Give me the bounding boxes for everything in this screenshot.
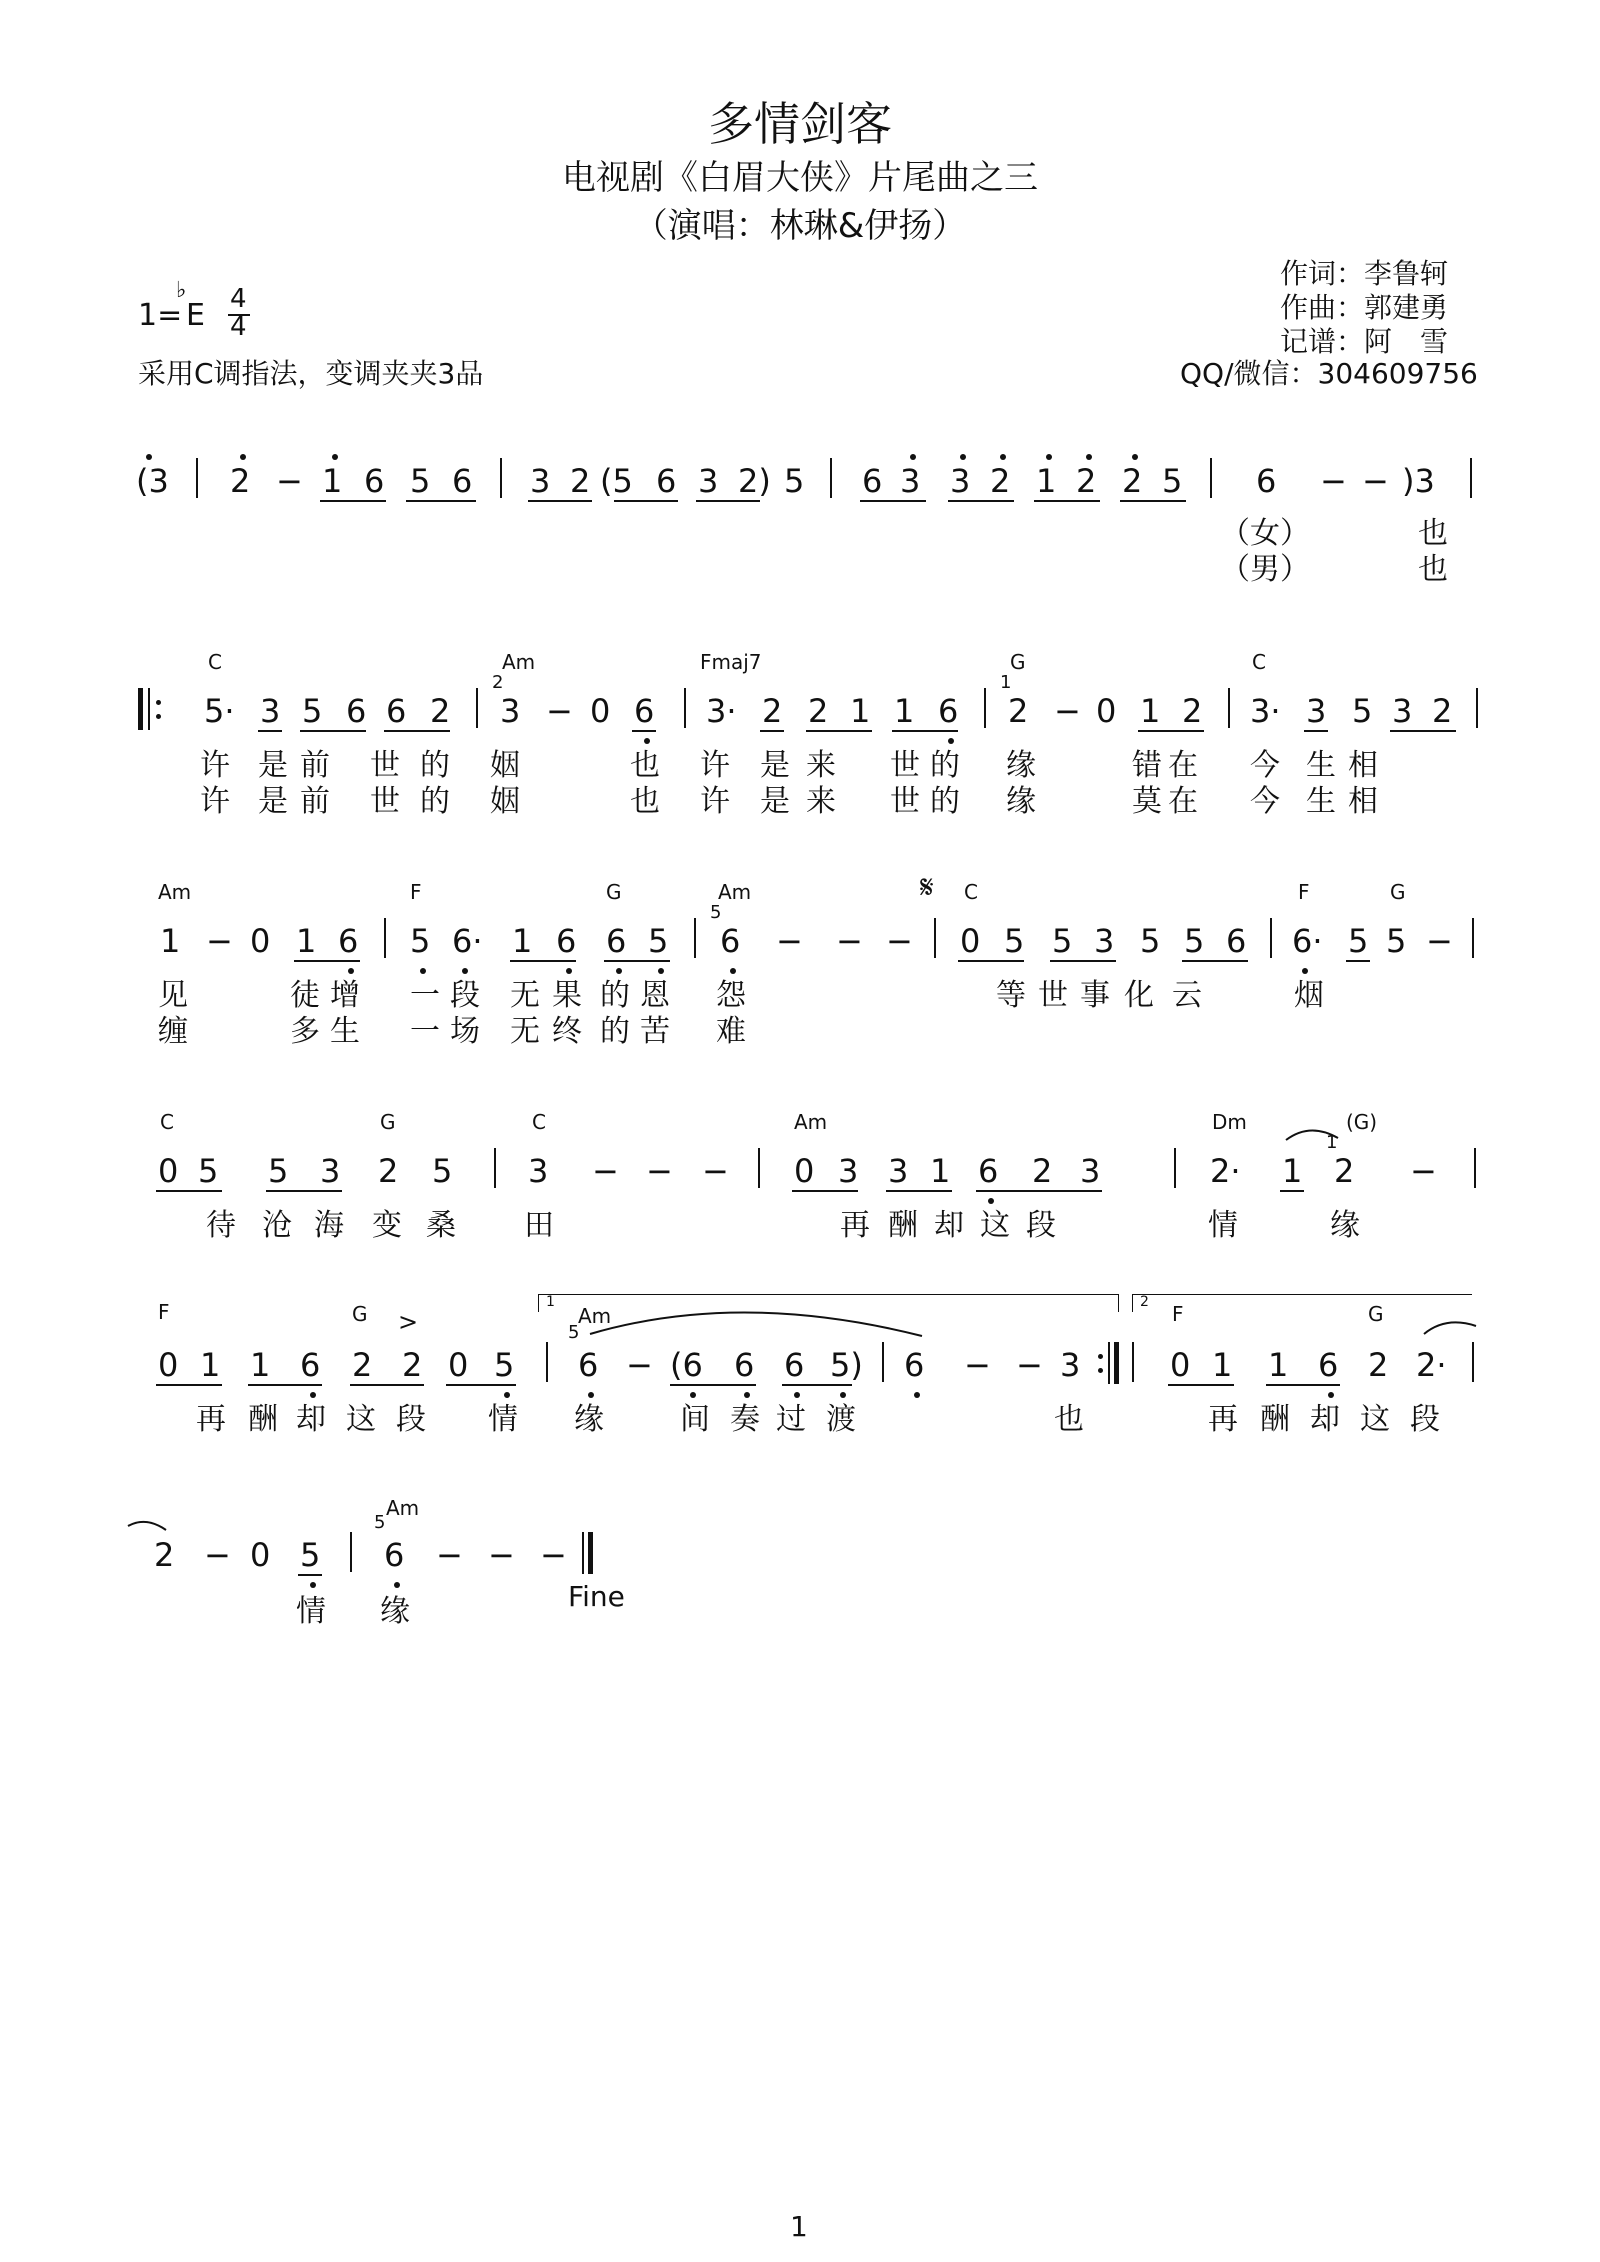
- note: (6: [670, 1346, 703, 1384]
- note: −: [1320, 462, 1347, 500]
- lyric: 也: [630, 784, 660, 819]
- note: 6: [862, 462, 883, 500]
- note: −: [646, 1152, 673, 1190]
- note: 0: [960, 922, 981, 960]
- note: 6: [938, 692, 959, 730]
- lyric: 这: [1360, 1402, 1390, 1437]
- lyric: 却: [1310, 1402, 1340, 1437]
- note: 0: [158, 1346, 179, 1384]
- note: 3: [1392, 692, 1413, 730]
- note: 2): [738, 462, 771, 500]
- note: 5: [784, 462, 805, 500]
- lyric: 缘: [1006, 784, 1036, 819]
- lyric: 过: [776, 1402, 806, 1437]
- note: 6·: [452, 922, 483, 960]
- note: 5·: [204, 692, 235, 730]
- note: −: [206, 922, 233, 960]
- note: 3: [320, 1152, 341, 1190]
- note: 6: [300, 1346, 321, 1384]
- lyric: 缘: [1330, 1208, 1360, 1243]
- note: 1: [322, 462, 343, 500]
- note: 3: [1094, 922, 1115, 960]
- lyric: 的: [600, 1014, 630, 1049]
- grace-note: 2: [492, 672, 504, 693]
- lyric: 难: [716, 1014, 746, 1049]
- lyric: 也: [1418, 552, 1448, 587]
- note: 2: [378, 1152, 399, 1190]
- note: 1: [1282, 1152, 1303, 1190]
- note: 1: [1140, 692, 1161, 730]
- lyric: 渡: [826, 1402, 856, 1437]
- note: 6: [1226, 922, 1247, 960]
- note: 5: [1004, 922, 1025, 960]
- lyric: 果: [552, 978, 582, 1013]
- chord: (G): [1346, 1110, 1378, 1134]
- note: (3: [136, 462, 169, 500]
- lyric: 许: [200, 748, 230, 783]
- note: 5: [410, 922, 431, 960]
- chord: Am: [718, 880, 752, 904]
- note: 2: [1122, 462, 1143, 500]
- lyric: 也: [1418, 516, 1448, 551]
- fine-marker: Fine: [568, 1580, 625, 1613]
- note: 0: [590, 692, 611, 730]
- lyric: 在: [1168, 784, 1198, 819]
- time-sig-bottom: 4: [230, 312, 247, 342]
- note: 3: [500, 692, 521, 730]
- lyric: 桑: [426, 1208, 456, 1243]
- note: −: [702, 1152, 729, 1190]
- lyric: （男）: [1220, 552, 1310, 587]
- song-title: 多情剑客: [708, 97, 892, 151]
- lyric: 是: [760, 784, 790, 819]
- lyric: 终: [552, 1014, 582, 1049]
- note: 6: [1256, 462, 1277, 500]
- grace-note: 1: [1326, 1132, 1338, 1153]
- chord: Am: [502, 650, 536, 674]
- lyric: 段: [396, 1402, 426, 1437]
- chord: G: [606, 880, 622, 904]
- note: 5: [1386, 922, 1407, 960]
- lyric: （女）: [1220, 516, 1310, 551]
- note: 3: [1060, 1346, 1081, 1384]
- lyric: 的: [930, 748, 960, 783]
- note: 6: [634, 692, 655, 730]
- lyric: 是: [258, 784, 288, 819]
- chord: F: [158, 1300, 170, 1324]
- volta-2-label: 2: [1140, 1294, 1149, 1310]
- chord: F: [410, 880, 422, 904]
- lyric: 莫: [1132, 784, 1162, 819]
- lyric: 缠: [158, 1014, 188, 1049]
- note: −: [836, 922, 863, 960]
- lyric: 来: [806, 748, 836, 783]
- note: 2: [762, 692, 783, 730]
- lyricist: 作词：李鲁轲: [1280, 257, 1449, 290]
- note: 3: [838, 1152, 859, 1190]
- lyric: 段: [1026, 1208, 1056, 1243]
- note: 2: [1008, 692, 1029, 730]
- note: −: [488, 1536, 515, 1574]
- lyric: 前: [300, 784, 330, 819]
- note: (5: [600, 462, 633, 500]
- lyric: 苦: [640, 1014, 670, 1049]
- note: −: [1054, 692, 1081, 730]
- lyric: 事: [1080, 978, 1110, 1013]
- note: 5: [1162, 462, 1183, 500]
- chord: C: [964, 880, 978, 904]
- lyric: 世: [890, 748, 920, 783]
- lyric: 增: [330, 978, 360, 1013]
- lyric: 待: [206, 1208, 236, 1243]
- lyric: 是: [760, 748, 790, 783]
- lyric: 的: [420, 784, 450, 819]
- chord: Dm: [1212, 1110, 1247, 1134]
- lyric: 烟: [1294, 978, 1324, 1013]
- lyric: 场: [450, 1014, 480, 1049]
- note: 6: [978, 1152, 999, 1190]
- note: 6: [386, 692, 407, 730]
- note: 1: [200, 1346, 221, 1384]
- lyric: 多: [290, 1014, 320, 1049]
- lyric: 的: [600, 978, 630, 1013]
- note: 5: [302, 692, 323, 730]
- chord: Am: [578, 1304, 612, 1328]
- note: 5: [1140, 922, 1161, 960]
- lyric: 无: [510, 1014, 540, 1049]
- note: 3: [888, 1152, 909, 1190]
- lyric: 前: [300, 748, 330, 783]
- chord: C: [1252, 650, 1266, 674]
- lyric: 徒: [290, 978, 320, 1013]
- chord: Am: [158, 880, 192, 904]
- note: −: [1410, 1152, 1437, 1190]
- lyric: 缘: [380, 1594, 410, 1629]
- lyric: 世: [890, 784, 920, 819]
- note: )3: [1402, 462, 1435, 500]
- note: 6: [384, 1536, 405, 1574]
- chord: C: [160, 1110, 174, 1134]
- lyric: 这: [346, 1402, 376, 1437]
- note: 6: [578, 1346, 599, 1384]
- lyric: 等: [996, 978, 1026, 1013]
- note: 2: [1076, 462, 1097, 500]
- lyric: 酬: [888, 1208, 918, 1243]
- lyric: 酬: [248, 1402, 278, 1437]
- lyric: 恩: [640, 978, 670, 1013]
- note: 6: [1318, 1346, 1339, 1384]
- note: 6: [656, 462, 677, 500]
- note: 1: [1268, 1346, 1289, 1384]
- note: 5: [1052, 922, 1073, 960]
- chord: C: [532, 1110, 546, 1134]
- note: 2: [1334, 1152, 1355, 1190]
- note: 2: [352, 1346, 373, 1384]
- note: 3: [950, 462, 971, 500]
- note: 2: [1432, 692, 1453, 730]
- composer: 作曲：郭建勇: [1280, 291, 1449, 324]
- lyric: 一: [410, 978, 440, 1013]
- lyric: 却: [296, 1402, 326, 1437]
- capo-instruction: 采用C调指法，变调夹夹3品: [138, 357, 484, 390]
- chord: G: [352, 1302, 368, 1326]
- lyric: 许: [700, 784, 730, 819]
- note: −: [964, 1346, 991, 1384]
- lyric: 缘: [1006, 748, 1036, 783]
- grace-note: 5: [568, 1322, 580, 1343]
- note: 6: [720, 922, 741, 960]
- note: 0: [1096, 692, 1117, 730]
- note: 2: [1032, 1152, 1053, 1190]
- accent-mark: >: [398, 1308, 419, 1336]
- note: 1: [1212, 1346, 1233, 1384]
- note: 2: [990, 462, 1011, 500]
- lyric: 在: [1168, 748, 1198, 783]
- note: 2: [430, 692, 451, 730]
- lyric: 情: [296, 1594, 326, 1629]
- note: 6: [606, 922, 627, 960]
- lyric: 缘: [574, 1402, 604, 1437]
- note: 3: [530, 462, 551, 500]
- note: 6: [904, 1346, 925, 1384]
- note: 5: [432, 1152, 453, 1190]
- note: 3: [698, 462, 719, 500]
- lyric: 许: [200, 784, 230, 819]
- grace-note: 5: [374, 1512, 386, 1533]
- note: −: [546, 692, 573, 730]
- note: −: [626, 1346, 653, 1384]
- note: 2: [402, 1346, 423, 1384]
- chord: Am: [794, 1110, 828, 1134]
- lyric: 是: [258, 748, 288, 783]
- lyric: 的: [420, 748, 450, 783]
- lyric: 这: [980, 1208, 1010, 1243]
- note: 6: [734, 1346, 755, 1384]
- lyric: 酬: [1260, 1402, 1290, 1437]
- note: 0: [250, 1536, 271, 1574]
- note: 0: [250, 922, 271, 960]
- key-prefix: 1=: [138, 298, 183, 333]
- note: 2: [808, 692, 829, 730]
- lyric: 情: [488, 1402, 518, 1437]
- lyric: 段: [450, 978, 480, 1013]
- lyric: 再: [1208, 1402, 1238, 1437]
- lyric: 今: [1250, 748, 1280, 783]
- chord: G: [1390, 880, 1406, 904]
- note: 2: [230, 462, 251, 500]
- note: 5: [268, 1152, 289, 1190]
- lyric: 段: [1410, 1402, 1440, 1437]
- note: 1: [930, 1152, 951, 1190]
- lyric: 奏: [730, 1402, 760, 1437]
- note: −: [776, 922, 803, 960]
- note: 6: [452, 462, 473, 500]
- note: 1: [512, 922, 533, 960]
- lyric: 间: [680, 1402, 710, 1437]
- lyric: 的: [930, 784, 960, 819]
- note: 0: [158, 1152, 179, 1190]
- note: 0: [1170, 1346, 1191, 1384]
- note: 1: [850, 692, 871, 730]
- note: 5): [830, 1346, 863, 1384]
- lyric: 也: [630, 748, 660, 783]
- chord: G: [380, 1110, 396, 1134]
- note: 6·: [1292, 922, 1323, 960]
- note: 5: [300, 1536, 321, 1574]
- lyric: 今: [1250, 784, 1280, 819]
- lyric: 一: [410, 1014, 440, 1049]
- note: −: [1426, 922, 1453, 960]
- note: 3·: [1250, 692, 1281, 730]
- note: 1: [160, 922, 181, 960]
- lyric: 世: [370, 748, 400, 783]
- final-barline-thick: [588, 1532, 593, 1574]
- lyric: 许: [700, 748, 730, 783]
- note: −: [886, 922, 913, 960]
- lyric: 情: [1208, 1208, 1238, 1243]
- note: −: [592, 1152, 619, 1190]
- lyric: 来: [806, 784, 836, 819]
- note: −: [1016, 1346, 1043, 1384]
- lyric: 云: [1172, 978, 1202, 1013]
- final-barline-thin: [582, 1532, 584, 1574]
- note: 2: [570, 462, 591, 500]
- note: −: [276, 462, 303, 500]
- beam: [298, 1574, 322, 1576]
- lyric: 田: [524, 1208, 554, 1243]
- lyric: 相: [1348, 748, 1378, 783]
- note: −: [204, 1536, 231, 1574]
- note: −: [436, 1536, 463, 1574]
- note: 2·: [1416, 1346, 1447, 1384]
- note: 6: [556, 922, 577, 960]
- note: 3: [260, 692, 281, 730]
- chord: Am: [386, 1496, 420, 1520]
- contact: QQ/微信：304609756: [1180, 357, 1478, 390]
- lyric: 相: [1348, 784, 1378, 819]
- lyric: 再: [840, 1208, 870, 1243]
- note: 0: [794, 1152, 815, 1190]
- note: 1: [1036, 462, 1057, 500]
- flat-sign: ♭: [176, 278, 187, 303]
- note: 2: [154, 1536, 175, 1574]
- note: 3: [528, 1152, 549, 1190]
- chord: Fmaj7: [700, 650, 762, 674]
- note: 6: [784, 1346, 805, 1384]
- segno-sign: 𝄋: [920, 868, 934, 906]
- lyric: 却: [934, 1208, 964, 1243]
- lyric: 错: [1132, 748, 1162, 783]
- lyric: 化: [1124, 978, 1154, 1013]
- barline: [350, 1532, 352, 1572]
- note: 3·: [706, 692, 737, 730]
- volta-1-label: 1: [546, 1294, 555, 1310]
- lyric: 见: [158, 978, 188, 1013]
- lyric: 世: [1038, 978, 1068, 1013]
- lyric: 变: [372, 1208, 402, 1243]
- lyric: 世: [370, 784, 400, 819]
- note: 6: [346, 692, 367, 730]
- page-number: 1: [790, 2210, 808, 2243]
- time-sig-top: 4: [230, 284, 247, 314]
- song-subtitle: 电视剧《白眉大侠》片尾曲之三: [562, 158, 1038, 198]
- lyric: 姻: [490, 748, 520, 783]
- note: 6: [338, 922, 359, 960]
- note: 1: [296, 922, 317, 960]
- transcriber: 记谱：阿 雪: [1280, 325, 1449, 358]
- note: 5: [410, 462, 431, 500]
- note: 6: [364, 462, 385, 500]
- lyric: 海: [314, 1208, 344, 1243]
- chord: F: [1172, 1302, 1184, 1326]
- lyric: 沧: [262, 1208, 292, 1243]
- note: 3: [1306, 692, 1327, 730]
- lyric: 生: [1306, 748, 1336, 783]
- note: 5: [1352, 692, 1373, 730]
- note: 5: [648, 922, 669, 960]
- performers: （演唱：林琳&伊扬）: [633, 206, 967, 246]
- chord: F: [1298, 880, 1310, 904]
- lyric: 怨: [716, 978, 746, 1013]
- note: 1: [250, 1346, 271, 1384]
- note: 5: [1348, 922, 1369, 960]
- lyric: 无: [510, 978, 540, 1013]
- chord: G: [1010, 650, 1026, 674]
- note: 3: [1080, 1152, 1101, 1190]
- lyric: 生: [330, 1014, 360, 1049]
- lyric: 也: [1054, 1402, 1084, 1437]
- note: 5: [494, 1346, 515, 1384]
- note: 1: [894, 692, 915, 730]
- note: 5: [1184, 922, 1205, 960]
- note: 2: [1368, 1346, 1389, 1384]
- note: 3: [900, 462, 921, 500]
- note: 5: [198, 1152, 219, 1190]
- note: −: [1362, 462, 1389, 500]
- chord: C: [208, 650, 222, 674]
- grace-note: 1: [1000, 672, 1012, 693]
- note: −: [540, 1536, 567, 1574]
- lyric: 姻: [490, 784, 520, 819]
- note: 0: [448, 1346, 469, 1384]
- key-letter: E: [186, 298, 205, 333]
- grace-note: 5: [710, 902, 722, 923]
- chord: G: [1368, 1302, 1384, 1326]
- note: 2·: [1210, 1152, 1241, 1190]
- lyric: 生: [1306, 784, 1336, 819]
- note: 2: [1182, 692, 1203, 730]
- lyric: 再: [196, 1402, 226, 1437]
